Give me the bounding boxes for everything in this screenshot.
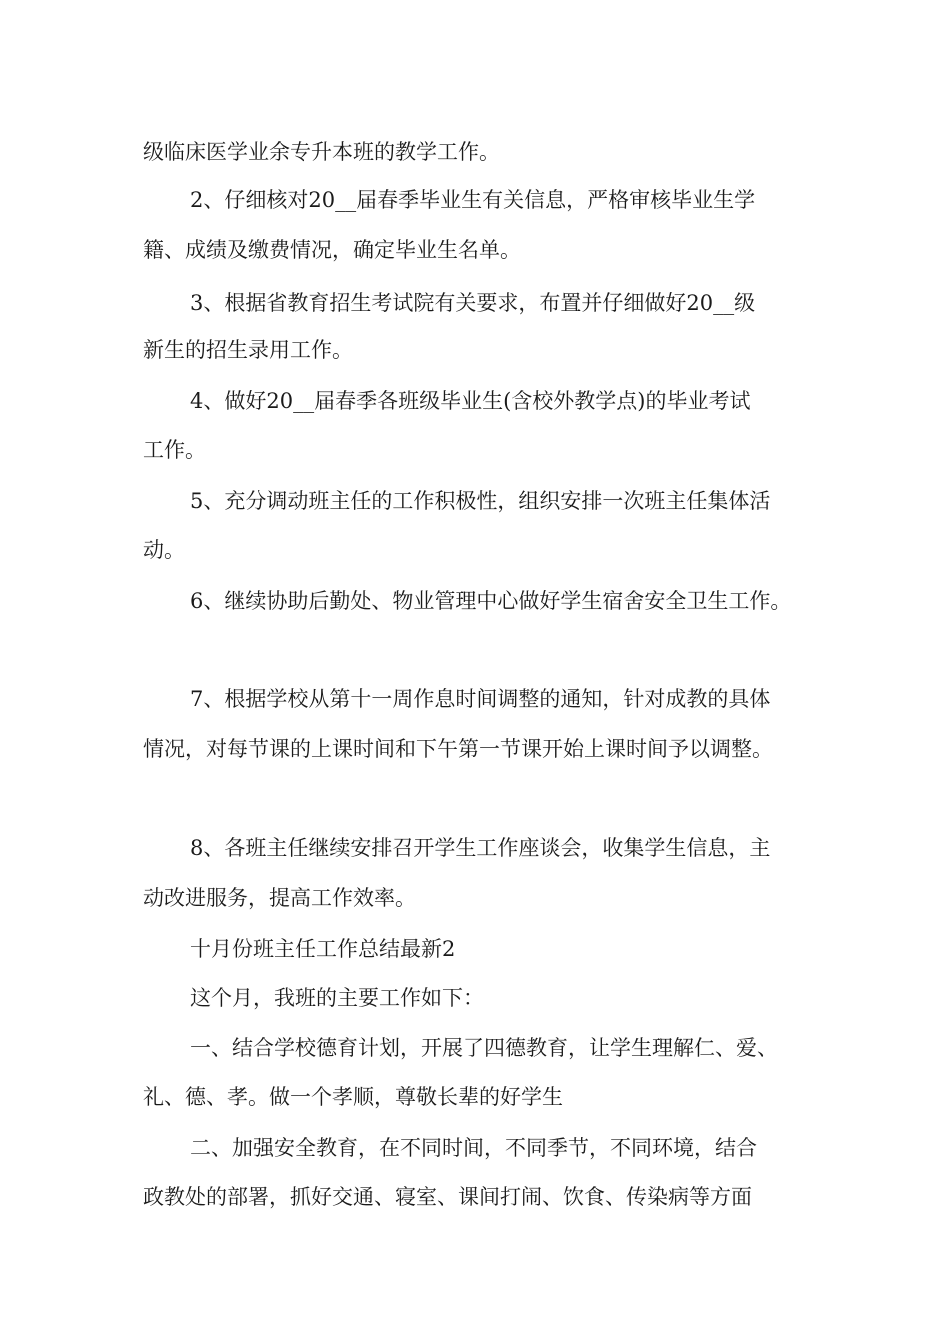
text-line: 政教处的部署，抓好交通、寝室、课间打闹、饮食、传染病等方面 bbox=[143, 1185, 752, 1209]
text-line: 2、仔细核对20__届春季毕业生有关信息，严格审核毕业生学 bbox=[190, 188, 756, 212]
text-line: 动。 bbox=[143, 538, 185, 562]
text-line: 工作。 bbox=[143, 438, 206, 462]
text-line: 动改进服务，提高工作效率。 bbox=[143, 886, 416, 910]
text-line: 礼、德、孝。做一个孝顺，尊敬长辈的好学生 bbox=[143, 1085, 563, 1109]
text-line: 籍、成绩及缴费情况，确定毕业生名单。 bbox=[143, 238, 521, 262]
text-line: 新生的招生录用工作。 bbox=[143, 338, 353, 362]
text-line: 7、根据学校从第十一周作息时间调整的通知，针对成教的具体 bbox=[190, 687, 771, 711]
text-line: 8、各班主任继续安排召开学生工作座谈会，收集学生信息，主 bbox=[190, 836, 771, 860]
text-line: 4、做好20__届春季各班级毕业生(含校外教学点)的毕业考试 bbox=[190, 389, 751, 413]
text-line: 这个月，我班的主要工作如下： bbox=[190, 986, 484, 1010]
text-line: 级临床医学业余专升本班的教学工作。 bbox=[143, 140, 500, 164]
text-line: 情况，对每节课的上课时间和下午第一节课开始上课时间予以调整。 bbox=[143, 737, 773, 761]
text-line: 一、结合学校德育计划，开展了四德教育，让学生理解仁、爱、 bbox=[190, 1036, 778, 1060]
text-line: 二、加强安全教育，在不同时间，不同季节，不同环境，结合 bbox=[190, 1136, 757, 1160]
section-heading: 十月份班主任工作总结最新2 bbox=[190, 937, 456, 961]
text-line: 5、充分调动班主任的工作积极性，组织安排一次班主任集体活 bbox=[190, 489, 771, 513]
text-line: 3、根据省教育招生考试院有关要求，布置并仔细做好20__级 bbox=[190, 291, 756, 315]
text-line: 6、继续协助后勤处、物业管理中心做好学生宿舍安全卫生工作。 bbox=[190, 589, 792, 613]
